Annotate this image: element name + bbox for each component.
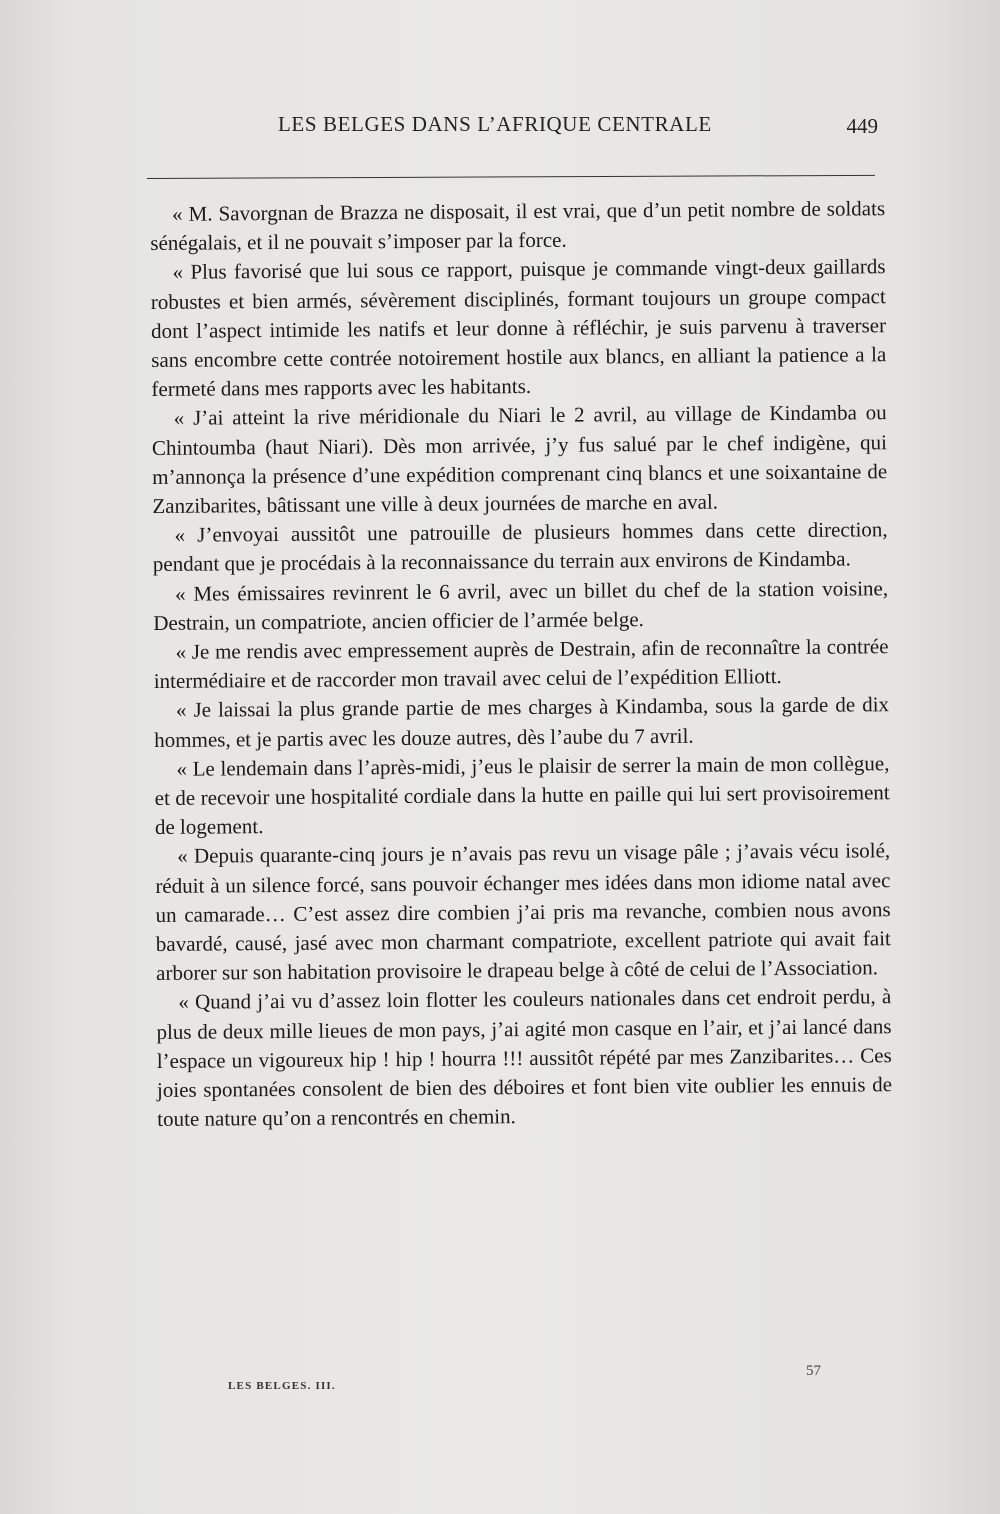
body-text — [150, 194, 892, 1134]
paragraph-emissaires: « Mes émissaires revinrent le 6 avril, avec un billet du chef de la station voisine, Destrain, un compatriote, ancien officier de l’armée belge. — [153, 575, 889, 635]
paragraph-brazza: « M. Savorgnan de Brazza ne disposait, il est vrai, que d’un petit nombre de soldats sénégalais, et il ne pouvait s’imposer par la force. — [150, 196, 886, 256]
sheet-number: 57 — [806, 1363, 821, 1379]
paragraph-charges: « Je laissai la plus grande partie de mes charges à Kindamba, sous la garde de dix hommes, et je partis avec les douze autres, dès l’aube du 7 avril. — [154, 692, 890, 752]
signature-mark: LES BELGES. III. — [228, 1380, 336, 1392]
header-rule — [147, 175, 875, 179]
paragraph-niari: « J’ai atteint la rive méridionale du Niari le 2 avril, au village de Kindamba ou Chintoumba (haut Niari). Dès mon arrivée, j’y fus salué par le chef indigène, qui m’annonça la présence d’une expédition comprenant cinq blancs et une soixantaine de Zanzibarites, bâtissant une ville à deux journées de marche en aval. — [151, 400, 888, 519]
paragraph-couleurs: « Quand j’ai vu d’assez loin flotter les couleurs nationales dans cet endroit perdu, à plus de deux mille lieues de mon pays, j’ai agité mon casque en l’air, et j’ai lancé dans l’espace un vigoureux hip ! hip ! hourra !!! aussitôt répété par mes Zanzibarites… Ces joies spontanées consolent de bien des déboires et font bien vite oublier les ennuis de toute nature qu’on a rencontrés en chemin. — [156, 984, 893, 1132]
paragraph-quarante-cinq: « Depuis quarante-cinq jours je n’avais pas revu un visage pâle ; j’avais vécu isolé, réduit à un silence forcé, sans pouvoir échanger mes idées dans mon idiome natal avec un camarade… C’est assez dire combien j’ai pris ma revanche, combien nous avons bavardé, causé, jasé avec mon charmant compatriote, excellent patriote qui avait fait arborer sur son habitation provisoire le drapeau belge à côté de celui de l’Association. — [155, 838, 891, 986]
paragraph-destrain: « Je me rendis avec empressement auprès de Destrain, afin de reconnaître la contrée intermédiaire et de raccorder mon travail avec celui de l’expédition Elliott. — [153, 634, 889, 694]
page-header — [150, 112, 890, 152]
running-title: LES BELGES DANS L’AFRIQUE CENTRALE — [278, 112, 712, 136]
paragraph-patrouille: « J’envoyai aussitôt une patrouille de plusieurs hommes dans cette direction, pendant que je procédais à la reconnaissance du terrain aux environs de Kindamba. — [152, 517, 888, 577]
paragraph-favorise: « Plus favorisé que lui sous ce rapport, puisque je commande vingt-deux gaillards robustes et bien armés, sévèrement disciplinés, formant toujours un groupe compact dont l’aspect intimide les natifs et leur donne à réfléchir, je suis parvenu à traverser sans encombre cette contrée notoirement hostile aux blancs, en alliant la patience a la fermeté dans mes rapports avec les habitants. — [150, 254, 887, 402]
paragraph-lendemain: « Le lendemain dans l’après-midi, j’eus le plaisir de serrer la main de mon collègue, et de recevoir une hospitalité cordiale dans la hutte en paille qui lui sert provisoirement de logement. — [154, 751, 890, 840]
page-number: 449 — [846, 114, 878, 138]
